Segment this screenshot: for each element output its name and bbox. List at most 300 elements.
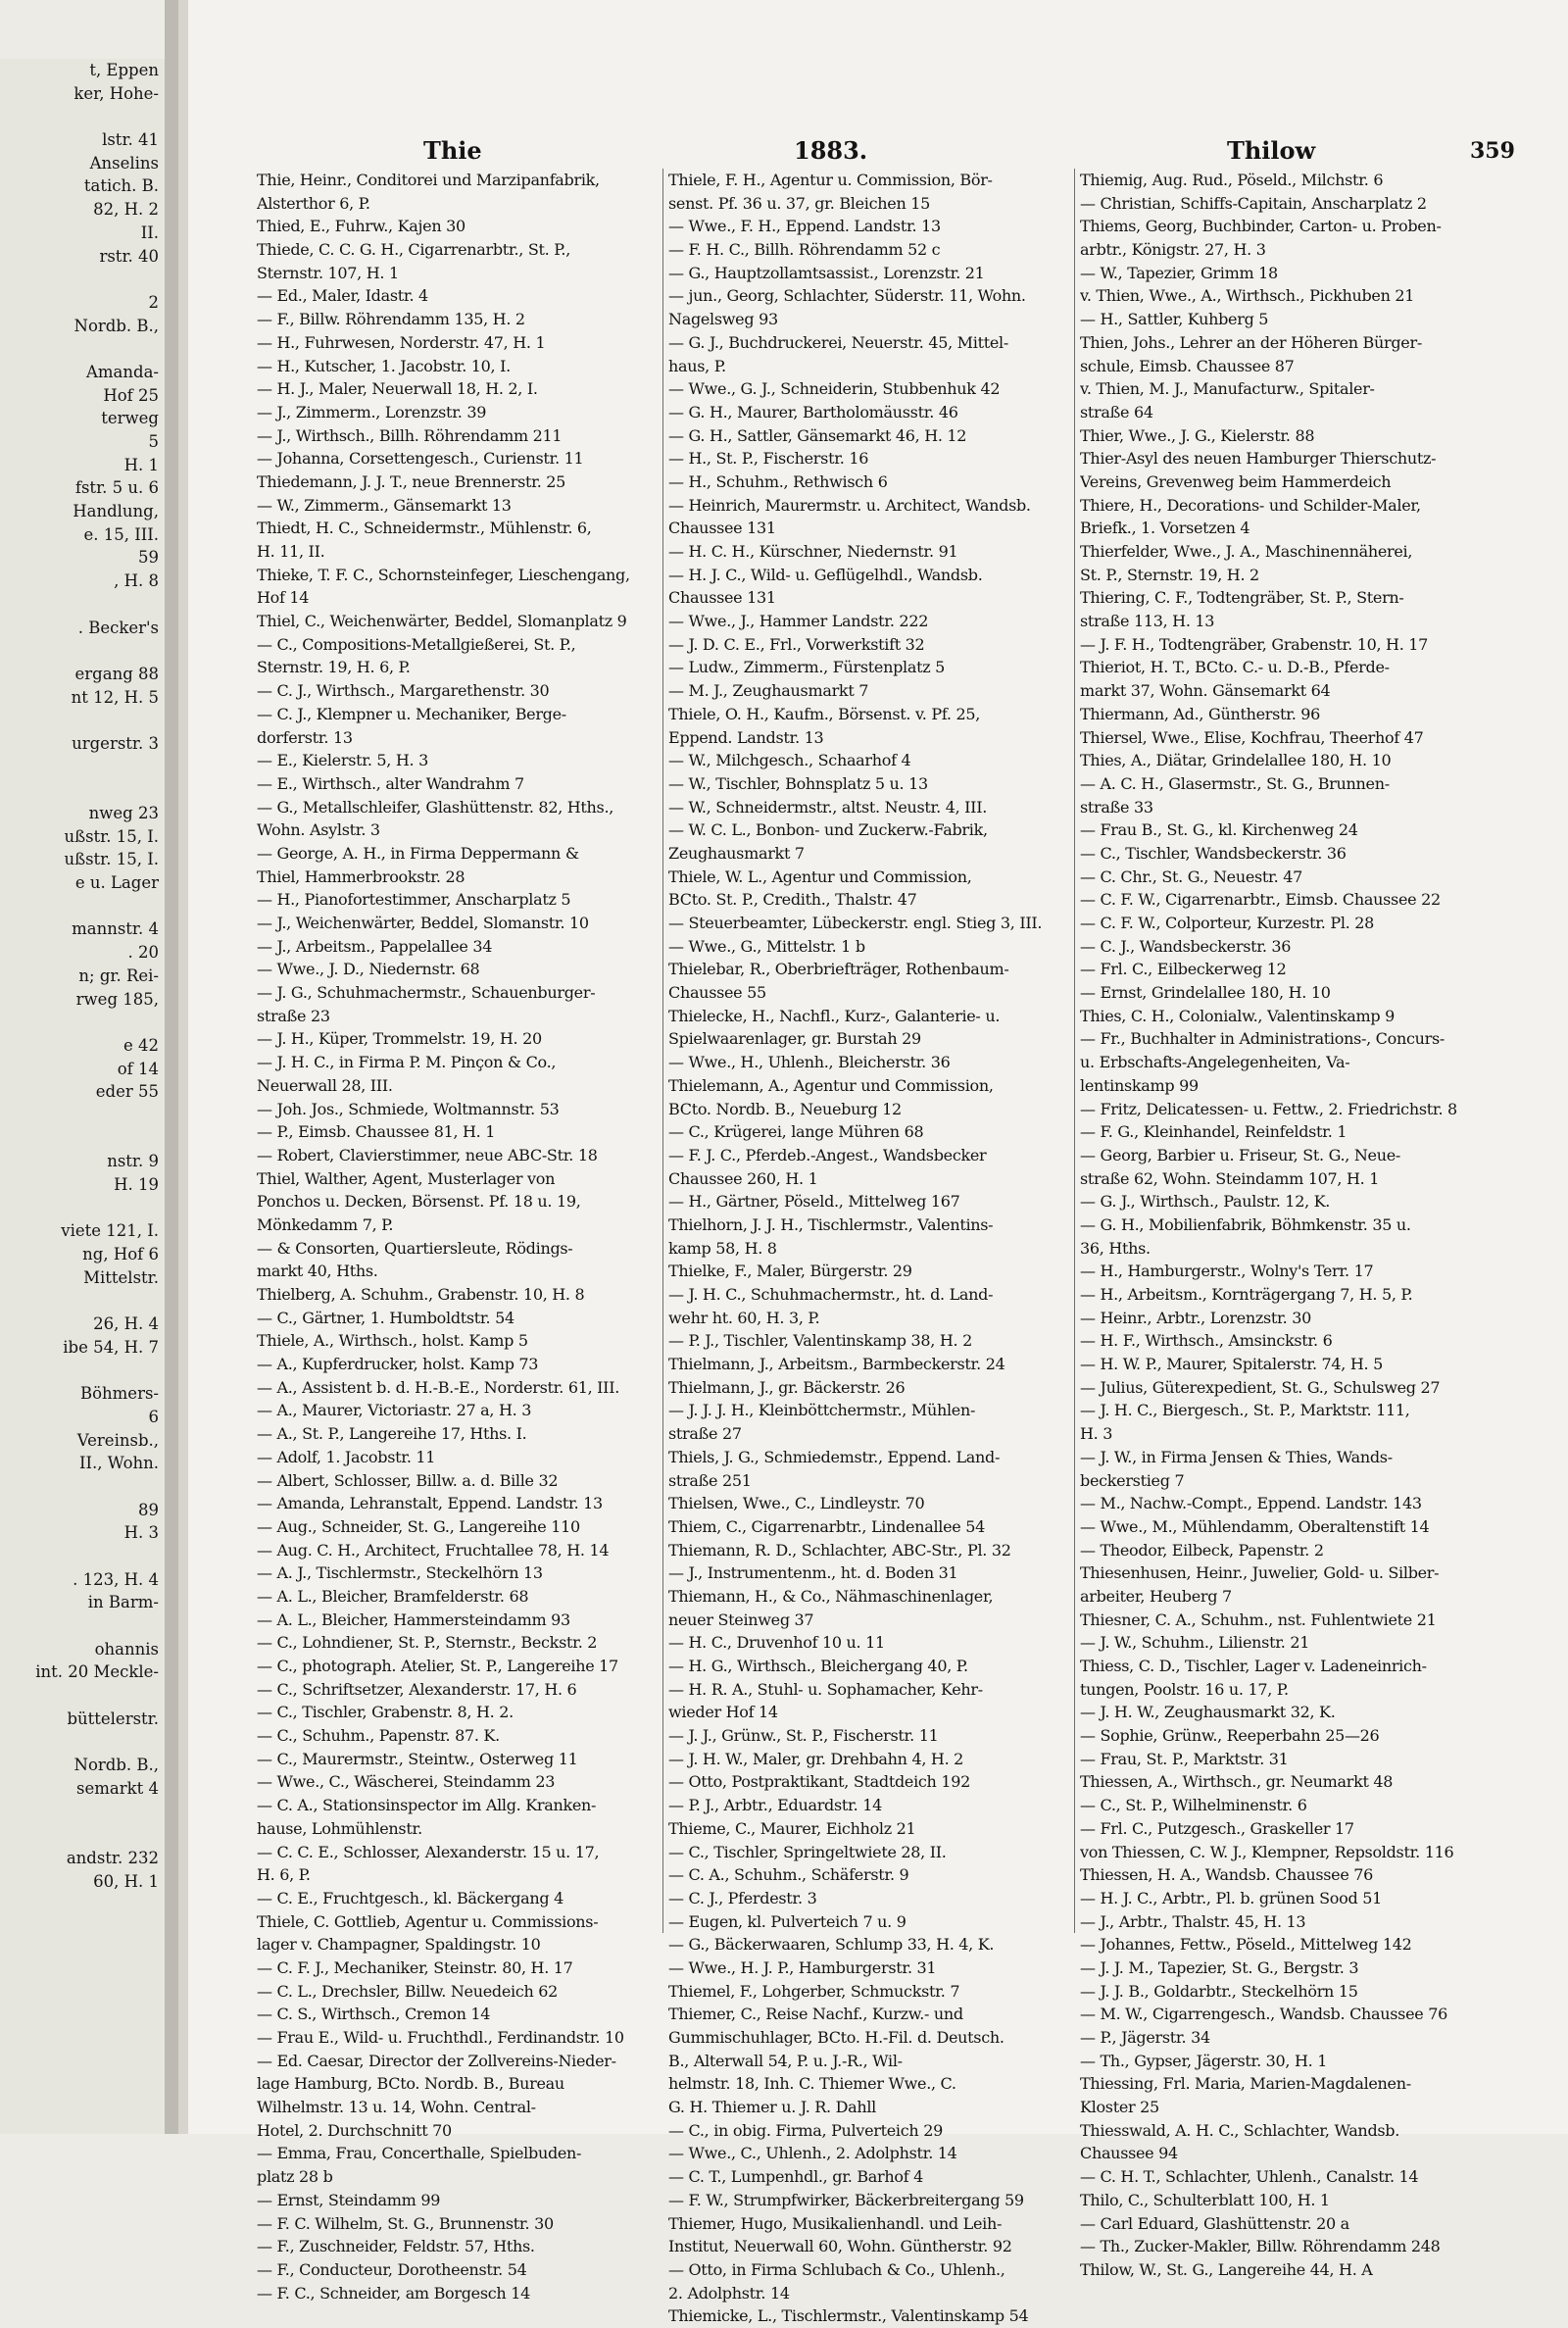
directory-entry-line: — F. C., Schneider, am Borgesch 14 [257,2283,530,2303]
directory-entry-line: H. 11, II. [257,542,325,561]
directory-entry-line: — A. L., Bleicher, Bramfelderstr. 68 [257,1586,529,1606]
directory-entry-line: Thiersel, Wwe., Elise, Kochfrau, Theerhof 47 [1080,727,1424,747]
fragment-line [0,1104,165,1127]
directory-entry-line: Thier, Wwe., J. G., Kielerstr. 88 [1080,425,1315,445]
fragment-line: II. [140,223,159,242]
directory-entry-line: — Frl. C., Putzgesch., Graskeller 17 [1080,1818,1354,1838]
directory-entry-line: Alsterthor 6, P. [257,193,370,213]
directory-entry-line: — C., photograph. Atelier, St. P., Langereihe 17 [257,1657,618,1675]
adjacent-page-fragment [0,59,165,2134]
directory-entry-line: Wohn. Asylstr. 3 [257,820,380,840]
fragment-line [0,1614,165,1638]
directory-entry-line: — P., Jägerstr. 34 [1080,2028,1210,2047]
fragment-line: ergang 88 [74,664,159,683]
directory-entry-line: — C., Tischler, Springeltwiete 28, II. [668,1842,947,1861]
fragment-line: H. 3 [123,1523,159,1543]
directory-entry-line: Kloster 25 [1080,2098,1159,2117]
fragment-line: in Barm- [87,1593,159,1612]
directory-entry-line: — Sophie, Grünw., Reeperbahn 25—26 [1080,1726,1380,1746]
directory-entry-line: Thiede, C. C. G. H., Cigarrenarbtr., St. P., [257,240,571,260]
directory-entry-line: Thiemicke, L., Tischlermstr., Valentinskamp 54 [668,2306,1029,2326]
directory-column-3 [1080,169,1480,2282]
fragment-line [0,1823,165,1847]
directory-entry-line: — C. A., Stationsinspector im Allg. Kranken- [257,1796,597,1815]
directory-entry-line: Thiele, O. H., Kaufm., Börsenst. v. Pf. 25, [668,704,981,723]
directory-entry-line: — H. J., Maler, Neuerwall 18, H. 2, I. [257,379,538,399]
directory-entry-line: dorferstr. 13 [257,727,353,747]
directory-entry-line: — Wwe., C., Uhlenh., 2. Adolphstr. 14 [668,2144,957,2163]
directory-entry-line: Thier-Asyl des neuen Hamburger Thierschutz- [1080,449,1437,469]
directory-entry-line: — F. W., Strumpfwirker, Bäckerbreitergang 59 [668,2190,1024,2209]
directory-entry-line: — C. J., Wirthsch., Margarethenstr. 30 [257,681,550,701]
directory-entry-line: Gummischuhlager, BCto. H.-Fil. d. Deutsch. [668,2028,1004,2047]
directory-entry-line: — Wwe., G., Mittelstr. 1 b [668,936,865,956]
directory-entry-line: — Steuerbeamter, Lübeckerstr. engl. Stieg 3, III. [668,914,1043,932]
fragment-line: int. 20 Meckle- [35,1662,159,1682]
fragment-line: Hof 25 [103,385,159,405]
directory-entry-line: Thiesenhusen, Heinr., Juwelier, Gold- u. Silber- [1080,1563,1440,1583]
directory-entry-line: Thiel, Hammerbrookstr. 28 [257,867,466,886]
directory-entry-line: — J., Instrumentenm., ht. d. Boden 31 [668,1563,958,1583]
directory-entry-line: lager v. Champagner, Spaldingstr. 10 [257,1935,541,1955]
directory-entry-line: Thiessing, Frl. Maria, Marien-Magdalenen- [1080,2074,1411,2094]
fragment-line [0,1197,165,1220]
directory-entry-line: Thiere, H., Decorations- und Schilder-Maler, [1080,495,1421,515]
directory-entry-line: — Emma, Frau, Concerthalle, Spielbuden- [257,2144,582,2163]
directory-entry-line: — J. F. H., Todtengräber, Grabenstr. 10, H. 17 [1080,634,1429,654]
directory-entry-line: — W. C. L., Bonbon- und Zuckerw.-Fabrik, [668,820,988,840]
running-head-right: Thilow [1227,136,1316,165]
directory-entry-line: Thiermann, Ad., Güntherstr. 96 [1080,704,1321,723]
directory-entry-line: — F., Zuschneider, Feldstr. 57, Hths. [257,2237,535,2256]
directory-entry-line: — C. Chr., St. G., Neuestr. 47 [1080,867,1302,886]
fragment-line: t, Eppen [89,61,159,79]
directory-entry-line: — A. C. H., Glasermstr., St. G., Brunnen- [1080,773,1390,793]
directory-entry-line: — H., Gärtner, Pöseld., Mittelweg 167 [668,1192,960,1212]
fragment-line: Anselins [89,153,159,173]
fragment-line: nt 12, H. 5 [71,687,159,707]
directory-entry-line: H. 3 [1080,1424,1113,1444]
directory-entry-line: — Fritz, Delicatessen- u. Fettw., 2. Friedrichstr. 8 [1080,1099,1457,1118]
fragment-line: eder 55 [95,1082,159,1102]
directory-entry-line: Thies, A., Diätar, Grindelallee 180, H. 10 [1080,751,1392,770]
directory-entry-line: — C. E., Fruchtgesch., kl. Bäckergang 4 [257,1888,564,1907]
directory-entry-line: Thiemann, R. D., Schlachter, ABC-Str., Pl. 32 [668,1540,1011,1560]
fragment-line: . Becker's [77,618,159,637]
directory-entry-line: straße 113, H. 13 [1080,612,1215,631]
directory-entry-line: Thiemig, Aug. Rud., Pöseld., Milchstr. 6 [1080,171,1384,189]
directory-entry-line: Institut, Neuerwall 60, Wohn. Güntherstr. 92 [668,2237,1012,2256]
directory-entry-line: Thiemann, H., & Co., Nähmaschinenlager, [668,1586,994,1606]
fragment-line [0,268,165,291]
fragment-line [0,593,165,617]
directory-entry-line: — C., Schriftsetzer, Alexanderstr. 17, H. 6 [257,1679,577,1699]
directory-entry-line: — J. H. W., Zeughausmarkt 32, K. [1080,1703,1336,1722]
directory-entry-line: schule, Eimsb. Chaussee 87 [1080,356,1295,375]
directory-entry-line: kamp 58, H. 8 [668,1238,777,1258]
directory-entry-line: — H., Arbeitsm., Kornträgergang 7, H. 5, P. [1080,1285,1413,1304]
directory-entry-line: hause, Lohmühlenstr. [257,1818,422,1838]
directory-entry-line: H. 6, P. [257,1865,311,1885]
fragment-line [0,1360,165,1383]
directory-entry-line: — W., Tapezier, Grimm 18 [1080,263,1278,282]
directory-entry-line: — C. J., Klempner u. Mechaniker, Berge- [257,704,566,723]
directory-entry-line: — J. W., Schuhm., Lilienstr. 21 [1080,1633,1310,1653]
directory-entry-line: straße 251 [668,1470,752,1490]
directory-entry-line: — Otto, Postpraktikant, Stadtdeich 192 [668,1772,970,1792]
directory-entry-line: Thiels, J. G., Schmiedemstr., Eppend. Land- [668,1447,1001,1466]
fragment-line: e u. Lager [74,873,159,893]
fragment-line: lstr. 41 [102,130,159,150]
directory-entry-line: — C., Compositions-Metallgießerei, St. P., [257,634,576,654]
fragment-line [0,895,165,918]
directory-entry-line: — H., Fuhrwesen, Norderstr. 47, H. 1 [257,332,546,352]
directory-entry-line: Vereins, Grevenweg beim Hammerdeich [1080,471,1392,491]
directory-entry-line: — G., Bäckerwaaren, Schlump 33, H. 4, K. [668,1935,995,1955]
directory-entry-line: — G. H., Maurer, Bartholomäusstr. 46 [668,402,958,421]
fragment-line: Amanda- [85,362,159,381]
directory-entry-line: — Wwe., J., Hammer Landstr. 222 [668,612,929,631]
directory-entry-line: — J., Zimmerm., Lorenzstr. 39 [257,402,487,421]
directory-entry-line: — G. J., Buchdruckerei, Neuerstr. 45, Mittel- [668,332,1008,352]
directory-entry-line: Thiel, Walther, Agent, Musterlager von [257,1168,556,1188]
directory-entry-line: beckerstieg 7 [1080,1470,1185,1490]
directory-entry-line: — P. J., Arbtr., Eduardstr. 14 [668,1796,882,1815]
fragment-line: , H. 8 [114,571,159,591]
directory-entry-line: — Aug., Schneider, St. G., Langereihe 110 [257,1516,580,1536]
directory-entry-line: BCto. St. P., Credith., Thalstr. 47 [668,890,917,910]
directory-entry-line: — A. L., Bleicher, Hammersteindamm 93 [257,1610,570,1629]
directory-entry-line: von Thiessen, C. W. J., Klempner, Repsoldstr. 116 [1080,1842,1454,1861]
directory-entry-line: — C., Tischler, Wandsbeckerstr. 36 [1080,843,1347,863]
directory-entry-line: — C., Krügerei, lange Mühren 68 [668,1122,924,1142]
directory-entry-line: Thielecke, H., Nachfl., Kurz-, Galanterie- u. [668,1006,1001,1025]
directory-entry-line: — C. J., Wandsbeckerstr. 36 [1080,936,1292,956]
fragment-line [0,1731,165,1755]
directory-entry-line: — Ludw., Zimmerm., Fürstenplatz 5 [668,658,946,677]
directory-entry-line: Thiemer, C., Reise Nachf., Kurzw.- und [668,2005,963,2024]
directory-entry-line: — Johanna, Corsettengesch., Curienstr. 11 [257,449,584,469]
directory-entry-line: Thiemer, Hugo, Musikalienhandl. und Leih- [668,2213,1003,2233]
directory-entry-line: Thielke, F., Maler, Bürgerstr. 29 [668,1262,912,1281]
directory-entry-line: — H. W. P., Maurer, Spitalerstr. 74, H. 5 [1080,1355,1383,1374]
directory-entry-line: — C., Lohndiener, St. P., Sternstr., Beckstr. 2 [257,1633,598,1653]
fragment-line: e 42 [122,1035,159,1055]
directory-entry-line: helmstr. 18, Inh. C. Thiemer Wwe., C. [668,2074,956,2094]
directory-entry-line: — Ed. Caesar, Director der Zollvereins-Nieder- [257,2051,616,2070]
directory-entry-line: — J. H., Küper, Trommelstr. 19, H. 20 [257,1029,542,1049]
directory-entry-line: Neuerwall 28, III. [257,1075,393,1095]
directory-entry-line: — & Consorten, Quartiersleute, Rödings- [257,1238,573,1258]
directory-entry-line: — J., Arbeitsm., Pappelallee 34 [257,936,493,956]
directory-entry-line: — Aug. C. H., Architect, Fruchtallee 78, H. 14 [257,1540,610,1560]
column-rule [1074,169,1075,1933]
directory-entry-line: Chaussee 55 [668,983,766,1003]
fragment-line: ibe 54, H. 7 [63,1337,159,1357]
fragment-line [0,337,165,361]
fragment-line: Mittelstr. [83,1267,159,1287]
directory-entry-line: — Carl Eduard, Glashüttenstr. 20 a [1080,2213,1349,2233]
directory-entry-line: platz 28 b [257,2167,333,2187]
fragment-line: 89 [138,1500,159,1519]
directory-entry-line: — Heinr., Arbtr., Lorenzstr. 30 [1080,1308,1311,1327]
directory-entry-line: — J. G., Schuhmachermstr., Schauenburger- [257,983,596,1003]
fragment-line: . 20 [127,943,159,963]
fragment-line: Nordb. B., [74,316,159,335]
directory-entry-line: — C. S., Wirthsch., Cremon 14 [257,2005,491,2024]
directory-entry-line: Thiessen, A., Wirthsch., gr. Neumarkt 48 [1080,1772,1394,1792]
directory-entry-line: Thie, Heinr., Conditorei und Marzipanfabrik, [257,171,600,189]
directory-entry-line: — Albert, Schlosser, Billw. a. d. Bille 32 [257,1470,559,1490]
directory-entry-line: — H., Hamburgerstr., Wolny's Terr. 17 [1080,1262,1374,1281]
directory-entry-line: — Wwe., F. H., Eppend. Landstr. 13 [668,217,941,236]
fragment-line [0,1801,165,1824]
directory-entry-line: Thiessen, H. A., Wandsb. Chaussee 76 [1080,1865,1374,1885]
directory-entry-line: haus, P. [668,356,726,375]
directory-entry-line: — C., Gärtner, 1. Humboldtstr. 54 [257,1308,514,1327]
directory-entry-line: Wilhelmstr. 13 u. 14, Wohn. Central- [257,2098,536,2117]
directory-entry-line: — F., Billw. Röhrendamm 135, H. 2 [257,310,525,329]
directory-entry-line: B., Alterwall 54, P. u. J.-R., Wil- [668,2051,903,2070]
directory-entry-line: Thieriot, H. T., BCto. C.- u. D.-B., Pferde- [1080,658,1390,677]
fragment-line: nweg 23 [88,804,159,822]
directory-entry-line: Thiem, C., Cigarrenarbtr., Lindenallee 54 [668,1516,985,1536]
directory-entry-line: Thiele, A., Wirthsch., holst. Kamp 5 [257,1331,528,1351]
directory-entry-line: 36, Hths. [1080,1238,1151,1258]
directory-entry-line: lentinskamp 99 [1080,1075,1199,1095]
directory-column-1 [257,169,657,2304]
directory-entry-line: — C., St. P., Wilhelminenstr. 6 [1080,1796,1307,1815]
directory-entry-line: neuer Steinweg 37 [668,1610,814,1629]
directory-entry-line: Thien, Johs., Lehrer an der Höheren Bürger- [1080,332,1422,352]
directory-entry-line: G. H. Thiemer u. J. R. Dahll [668,2098,876,2117]
directory-entry-line: Thilow, W., St. G., Langereihe 44, H. A [1080,2259,1373,2279]
directory-entry-line: — C. F. J., Mechaniker, Steinstr. 80, H. 17 [257,1957,573,1977]
directory-entry-line: — H., Schuhm., Rethwisch 6 [668,471,888,491]
directory-entry-line: lage Hamburg, BCto. Nordb. B., Bureau [257,2074,564,2094]
directory-entry-line: BCto. Nordb. B., Neueburg 12 [668,1099,902,1118]
directory-entry-line: — Wwe., J. D., Niedernstr. 68 [257,960,480,979]
directory-entry-line: Chaussee 131 [668,519,776,538]
directory-entry-line: — Fr., Buchhalter in Administrations-, Concurs- [1080,1029,1445,1049]
fragment-line: e. 15, III. [83,524,159,544]
fragment-line: büttelerstr. [67,1709,159,1728]
directory-entry-line: — Ed., Maler, Idastr. 4 [257,286,428,306]
fragment-line: 60, H. 1 [93,1871,159,1891]
column-rule [662,169,663,1933]
fragment-line: tatich. B. [83,176,159,196]
fragment-line: ußstr. 15, I. [64,850,159,869]
fragment-line: of 14 [117,1059,159,1078]
directory-entry-line: Thielmann, J., gr. Bäckerstr. 26 [668,1377,906,1397]
directory-column-2 [668,169,1068,2328]
directory-entry-line: — G. H., Sattler, Gänsemarkt 46, H. 12 [668,425,967,445]
fragment-line: andstr. 232 [66,1848,159,1867]
directory-entry-line: Thieme, C., Maurer, Eichholz 21 [668,1818,916,1838]
directory-entry-line: — W., Milchgesch., Schaarhof 4 [668,751,911,770]
directory-entry-line: Sternstr. 107, H. 1 [257,263,399,282]
book-gutter-shadow [178,0,188,2134]
fragment-line: semarkt 4 [76,1778,159,1798]
directory-entry-line: — Robert, Clavierstimmer, neue ABC-Str. 18 [257,1145,598,1164]
fragment-line: II., Wohn. [78,1454,159,1473]
directory-entry-line: — J. J. B., Goldarbtr., Steckelhörn 15 [1080,1981,1358,2001]
directory-entry-line: — F. H. C., Billh. Röhrendamm 52 c [668,240,941,260]
directory-entry-line: — Frl. C., Eilbeckerweg 12 [1080,960,1287,979]
fragment-line [0,1545,165,1568]
directory-page [188,0,1568,2326]
fragment-line [0,1127,165,1151]
fragment-line: viete 121, I. [61,1221,159,1241]
directory-entry-line: — G., Hauptzollamtsassist., Lorenzstr. 21 [668,263,985,282]
directory-entry-line: Zeughausmarkt 7 [668,843,805,863]
directory-entry-line: — J., Arbtr., Thalstr. 45, H. 13 [1080,1911,1306,1931]
fragment-line: 59 [138,548,159,568]
directory-entry-line: Thiele, W. L., Agentur und Commission, [668,867,972,886]
directory-entry-line: Thierfelder, Wwe., J. A., Maschinennäherei, [1080,542,1413,561]
directory-entry-line: Thiesswald, A. H. C., Schlachter, Wandsb. [1080,2120,1400,2140]
directory-entry-line: — H. F., Wirthsch., Amsinckstr. 6 [1080,1331,1333,1351]
directory-entry-line: straße 62, Wohn. Steindamm 107, H. 1 [1080,1168,1380,1188]
directory-entry-line: — J., Wirthsch., Billh. Röhrendamm 211 [257,425,563,445]
directory-entry-line: — C., Tischler, Grabenstr. 8, H. 2. [257,1703,514,1722]
directory-entry-line: Thielemann, A., Agentur und Commission, [668,1075,994,1095]
directory-entry-line: Chaussee 131 [668,588,776,608]
book-gutter [165,0,178,2134]
fragment-line: ker, Hohe- [74,83,159,103]
fragment-line [0,709,165,732]
directory-entry-line: — J. J. M., Tapezier, St. G., Bergstr. 3 [1080,1957,1359,1977]
directory-entry-line: — Frau, St. P., Marktstr. 31 [1080,1749,1289,1768]
directory-entry-line: — H., Kutscher, 1. Jacobstr. 10, I. [257,356,511,375]
directory-entry-line: — Eugen, kl. Pulverteich 7 u. 9 [668,1911,906,1931]
directory-entry-line: — Wwe., H. J. P., Hamburgerstr. 31 [668,1957,937,1977]
directory-entry-line: arbeiter, Heuberg 7 [1080,1586,1232,1606]
fragment-line: rstr. 40 [99,246,159,266]
directory-entry-line: — C., Maurermstr., Steintw., Osterweg 11 [257,1749,578,1768]
fragment-line: fstr. 5 u. 6 [74,478,159,498]
directory-entry-line: — M. W., Cigarrengesch., Wandsb. Chaussee 76 [1080,2005,1447,2024]
fragment-line: mannstr. 4 [72,919,159,939]
directory-entry-line: Thiedt, H. C., Schneidermstr., Mühlenstr. 6, [257,519,592,538]
fragment-line: ußstr. 15, I. [64,826,159,846]
directory-entry-line: — W., Zimmerm., Gänsemarkt 13 [257,495,512,515]
directory-entry-line: — A., Assistent b. d. H.-B.-E., Norderstr. 61, III. [257,1377,620,1397]
directory-entry-line: — G. H., Mobilienfabrik, Böhmkenstr. 35 u. [1080,1214,1411,1234]
directory-entry-line: — Amanda, Lehranstalt, Eppend. Landstr. 13 [257,1494,603,1513]
fragment-line: Handlung, [73,502,159,521]
directory-entry-line: — E., Wirthsch., alter Wandrahm 7 [257,773,524,793]
running-head-left: Thie [423,136,482,165]
directory-entry-line: senst. Pf. 36 u. 37, gr. Bleichen 15 [668,193,930,213]
directory-entry-line: — Christian, Schiffs-Capitain, Anscharplatz 2 [1080,193,1427,213]
directory-entry-line: — J. J., Grünw., St. P., Fischerstr. 11 [668,1726,939,1746]
directory-entry-line: tungen, Poolstr. 16 u. 17, P. [1080,1679,1289,1699]
directory-entry-line: wieder Hof 14 [668,1703,778,1722]
directory-entry-line: Thiemel, F., Lohgerber, Schmuckstr. 7 [668,1981,960,2001]
directory-entry-line: — Ernst, Steindamm 99 [257,2190,441,2209]
directory-entry-line: — G. J., Wirthsch., Paulstr. 12, K. [1080,1192,1331,1212]
running-head-year: 1883. [794,136,868,165]
directory-entry-line: Thielebar, R., Oberbriefträger, Rothenbaum- [668,960,1009,979]
directory-entry-line: — J. W., in Firma Jensen & Thies, Wands- [1080,1447,1393,1466]
directory-entry-line: — J. H. C., Biergesch., St. P., Marktstr. 111, [1080,1401,1410,1420]
fragment-line: ohannis [94,1639,159,1659]
directory-entry-line: straße 64 [1080,402,1153,421]
directory-entry-line: — C. F. W., Colporteur, Kurzestr. Pl. 28 [1080,914,1374,932]
directory-entry-line: — H. J. C., Wild- u. Geflügelhdl., Wandsb. [668,565,983,584]
fragment-line [0,1289,165,1313]
directory-entry-line: — H. C. H., Kürschner, Niedernstr. 91 [668,542,958,561]
directory-entry-line: — A., Maurer, Victoriastr. 27 a, H. 3 [257,1401,532,1420]
directory-entry-line: Ponchos u. Decken, Börsenst. Pf. 18 u. 19, [257,1192,581,1212]
fragment-line: Nordb. B., [74,1756,159,1775]
directory-entry-line: — F. C. Wilhelm, St. G., Brunnenstr. 30 [257,2213,554,2233]
directory-entry-line: — Frau B., St. G., kl. Kirchenweg 24 [1080,820,1358,840]
directory-entry-line: v. Thien, Wwe., A., Wirthsch., Pickhuben 21 [1080,286,1415,306]
directory-entry-line: Thiess, C. D., Tischler, Lager v. Ladeneinrich- [1080,1657,1427,1675]
directory-entry-line: straße 33 [1080,797,1153,817]
directory-entry-line: — A., St. P., Langereihe 17, Hths. I. [257,1424,527,1444]
fragment-line: n; gr. Rei- [78,966,159,985]
fragment-line: ng, Hof 6 [82,1245,159,1264]
directory-entry-line: Thilo, C., Schulterblatt 100, H. 1 [1080,2190,1330,2209]
directory-entry-line: — M., Nachw.-Compt., Eppend. Landstr. 143 [1080,1494,1422,1513]
fragment-line: 82, H. 2 [93,200,159,220]
fragment-line: H. 1 [123,455,159,474]
fragment-line: 2 [148,292,159,312]
directory-entry-line: Hof 14 [257,588,310,608]
directory-entry-line: — Johannes, Fettw., Pöseld., Mittelweg 142 [1080,1935,1412,1955]
directory-entry-line: Thied, E., Fuhrw., Kajen 30 [257,217,466,236]
directory-entry-line: Mönkedamm 7, P. [257,1214,394,1234]
page-number: 359 [1470,138,1515,164]
directory-entry-line: Thielberg, A. Schuhm., Grabenstr. 10, H. 8 [257,1285,585,1304]
directory-entry-line: — H. J. C., Arbtr., Pl. b. grünen Sood 51 [1080,1888,1382,1907]
fragment-line: 26, H. 4 [93,1314,159,1334]
directory-entry-line: Thiel, C., Weichenwärter, Beddel, Slomanplatz 9 [257,612,627,631]
directory-entry-line: — Wwe., H., Uhlenh., Bleicherstr. 36 [668,1053,951,1072]
fragment-line [0,778,165,802]
directory-entry-line: Thiele, C. Gottlieb, Agentur u. Commissions- [257,1911,599,1931]
directory-entry-line: — C. L., Drechsler, Billw. Neuedeich 62 [257,1981,559,2001]
fragment-line: Böhmers- [79,1384,159,1404]
directory-entry-line: — J. H. C., in Firma P. M. Pinçon & Co., [257,1053,557,1072]
directory-entry-line: Thies, C. H., Colonialw., Valentinskamp 9 [1080,1006,1395,1025]
directory-entry-line: — Th., Gypser, Jägerstr. 30, H. 1 [1080,2051,1328,2070]
fragment-line: nstr. 9 [107,1152,159,1171]
directory-entry-line: — C. J., Pferdestr. 3 [668,1888,817,1907]
directory-entry-line: — Th., Zucker-Makler, Billw. Röhrendamm 248 [1080,2237,1441,2256]
directory-entry-line: arbtr., Königstr. 27, H. 3 [1080,240,1266,260]
directory-entry-line: — Otto, in Firma Schlubach & Co., Uhlenh., [668,2259,1005,2279]
directory-entry-line: — J. H. W., Maler, gr. Drehbahn 4, H. 2 [668,1749,964,1768]
directory-entry-line: Eppend. Landstr. 13 [668,727,824,747]
directory-entry-line: Thielhorn, J. J. H., Tischlermstr., Valentins- [668,1214,994,1234]
directory-entry-line: St. P., Sternstr. 19, H. 2 [1080,565,1259,584]
directory-entry-line: — W., Tischler, Bohnsplatz 5 u. 13 [668,773,928,793]
directory-entry-line: markt 40, Hths. [257,1262,378,1281]
directory-entry-line: — H. R. A., Stuhl- u. Sophamacher, Kehr- [668,1679,983,1699]
directory-entry-line: — F. J. C., Pferdeb.-Angest., Wandsbecker [668,1145,987,1164]
directory-entry-line: — C. H. T., Schlachter, Uhlenh., Canalstr. 14 [1080,2167,1419,2187]
fragment-line [0,639,165,663]
fragment-line [0,1684,165,1708]
directory-entry-line: Chaussee 260, H. 1 [668,1168,818,1188]
fragment-line: H. 19 [114,1175,159,1194]
fragment-line [0,756,165,779]
directory-entry-line: — Joh. Jos., Schmiede, Woltmannstr. 53 [257,1099,560,1118]
